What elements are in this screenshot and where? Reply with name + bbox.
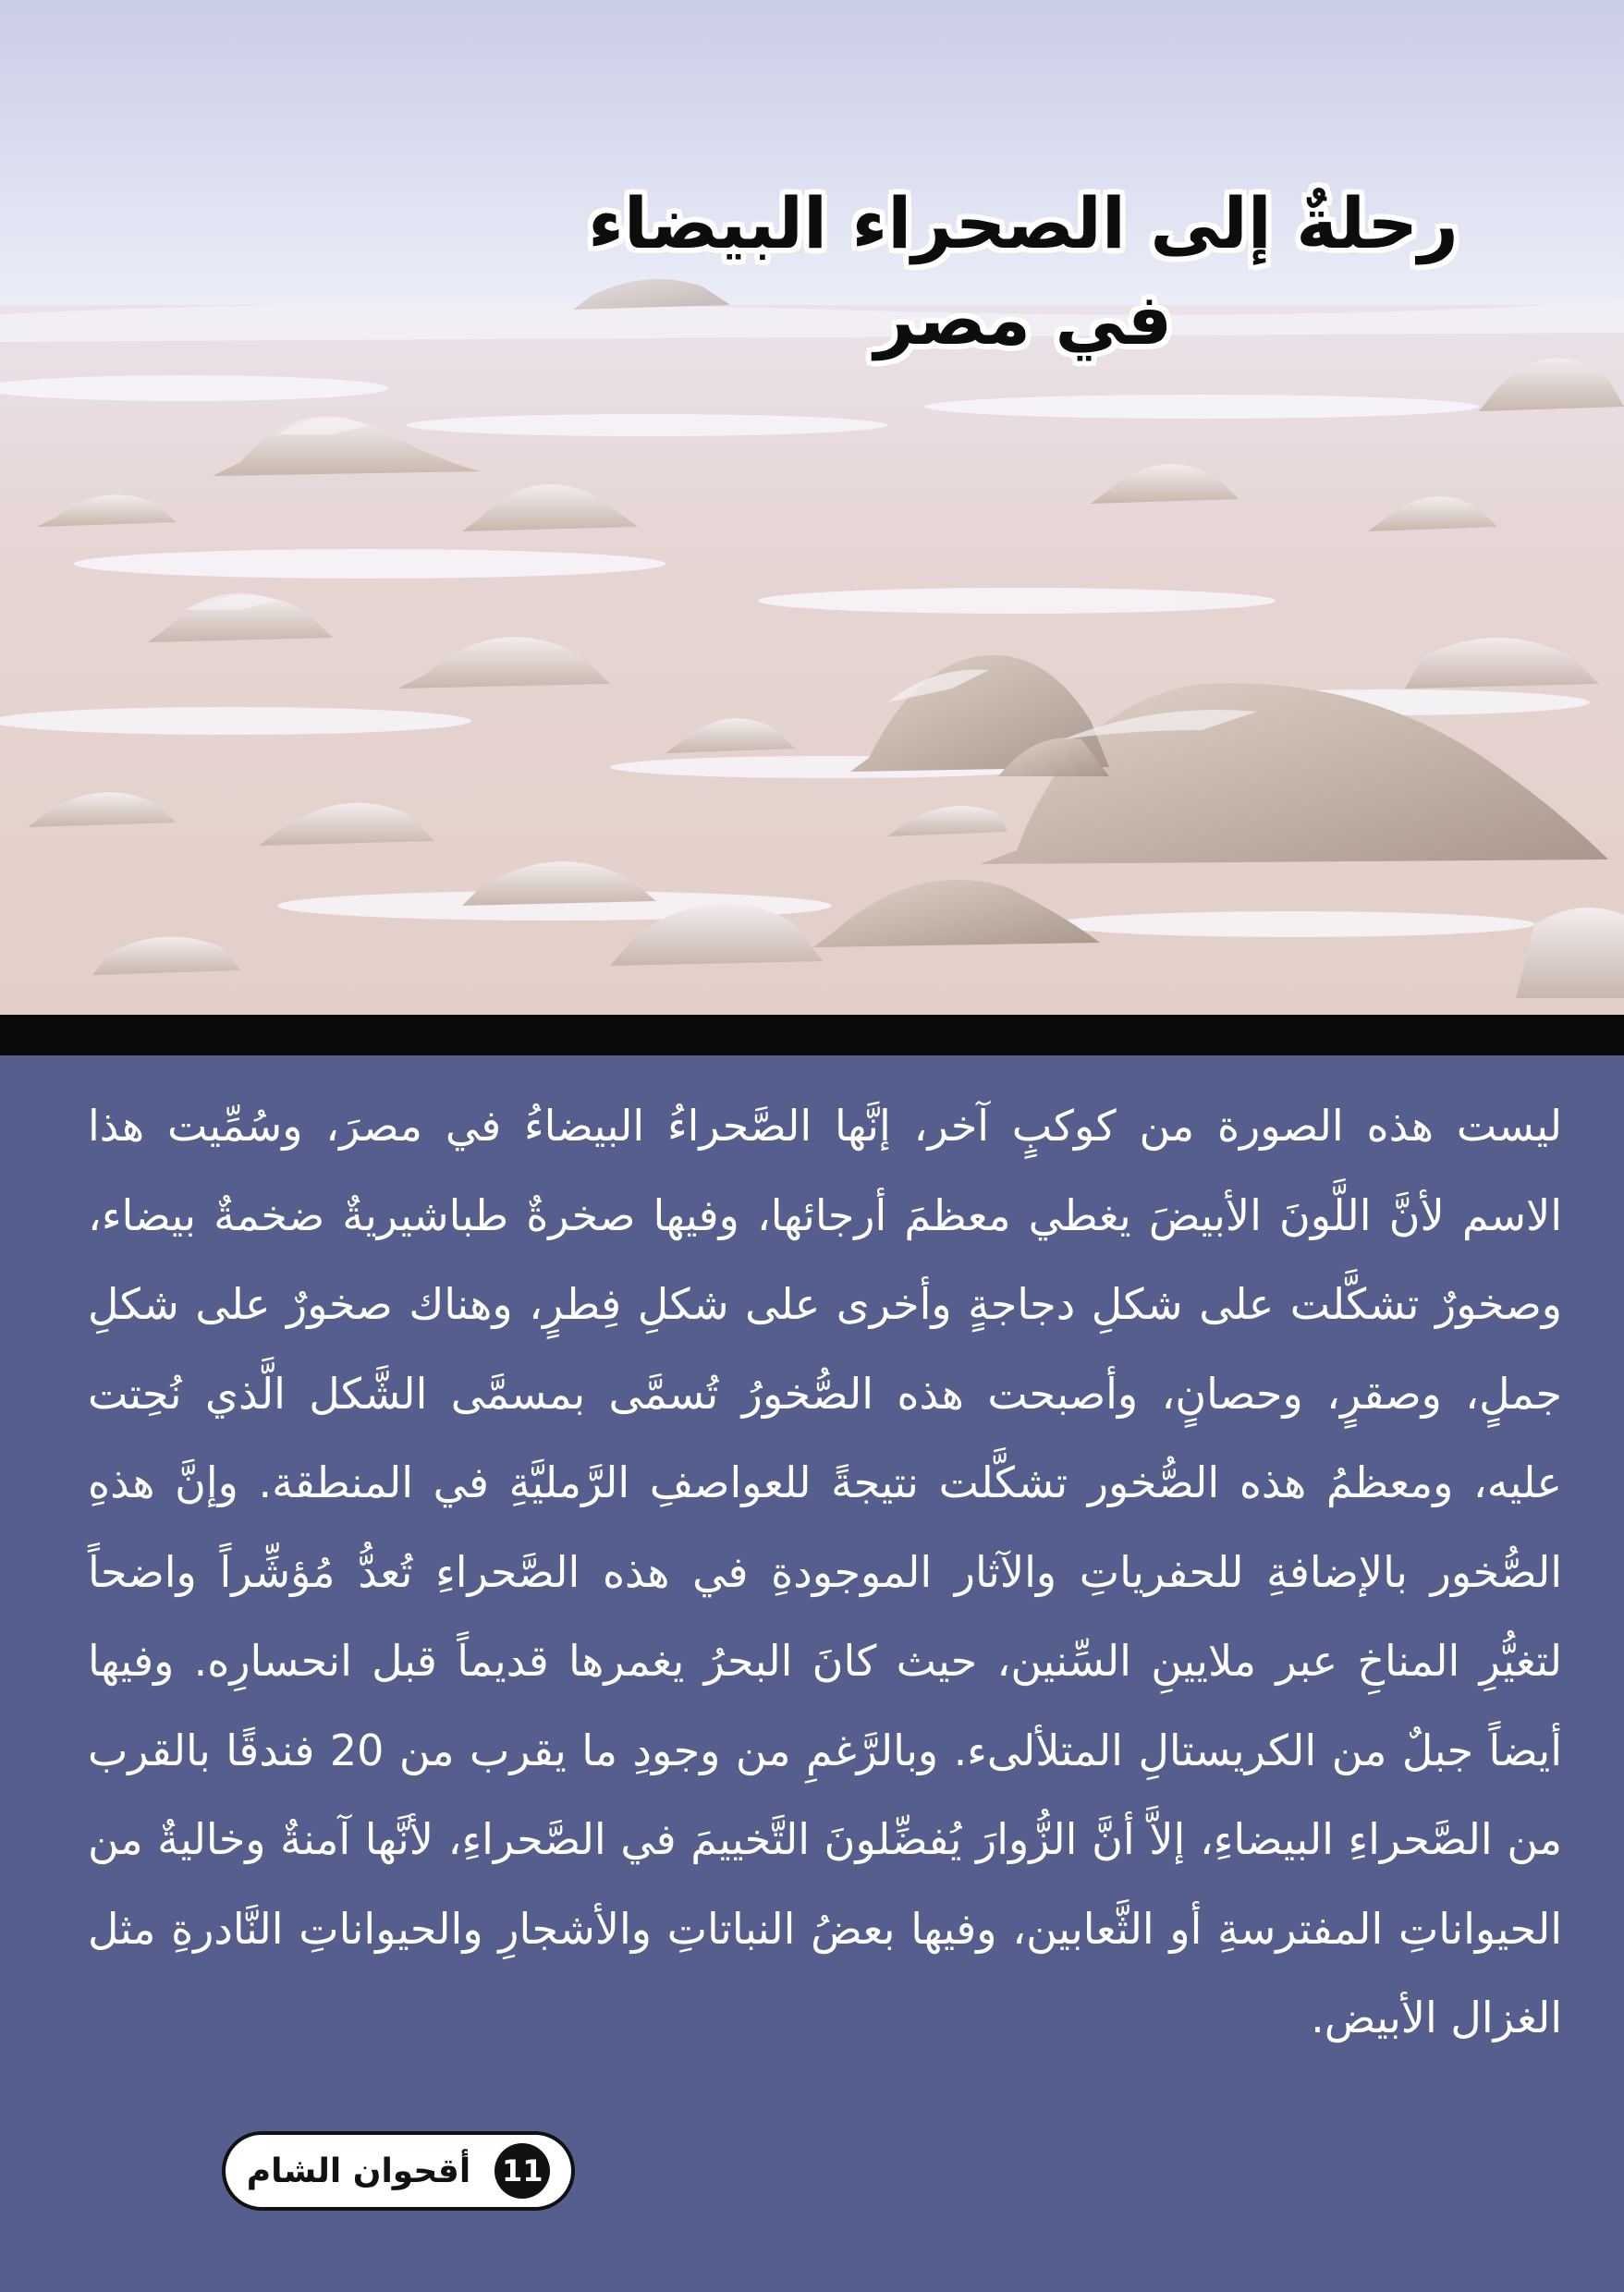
page-footer-badge (222, 2131, 575, 2211)
article-title-line-1: رحلةٌ إلى الصحراء البيضاء (588, 182, 1459, 264)
photo-border-band (0, 1015, 1624, 1055)
article-title-line-2: في مصر (873, 278, 1173, 360)
article-title (561, 176, 1485, 368)
page-number: 11 (495, 2143, 550, 2199)
magazine-name: أقحوان الشام (246, 2152, 471, 2190)
article-body: ليست هذه الصورة من كوكبٍ آخر، إنَّها الصَّحراءُ البيضاءُ في مصرَ، وسُمِّيت هذا الاسم لأنَّ اللَّونَ الأبيضَ يغطي معظمَ أرجائها، وفيها صخرةٌ طباشيريةٌ ضخمةٌ بيضاء، وصخورٌ تشكَّلت على شكلِ دجاجةٍ وأخرى على شكلِ فِطرٍ، وهناك صخورٌ على شكلِ جملٍ، وصقرٍ، وحصانٍ، وأصبحت هذه الصُّخورُ تُسمَّى بمسمَّى الشَّكل الَّذي نُحِتت عليه، ومعظمُ هذه الصُّخور تشكَّلت نتيجةً للعواصفِ الرَّمليَّةِ في المنطقة. وإنَّ هذهِ الصُّخور بالإضافةِ للحفرياتِ والآثار الموجودةِ في هذه الصَّحراءِ تُعدُّ مُؤشِّراً واضحاً لتغيُّرِ المناخِ عبر ملايينِ السِّنين، حيث كانَ البحرُ يغمرها قديماً قبل انحسارِه. وفيها أيضاً جبلٌ من الكريستالِ المتلألىء. وبالرَّغمِ من وجودِ ما يقرب من 20 فندقًا بالقرب من الصَّحراءِ البيضاءِ، إلاَّ أنَّ الزُّوارَ يُفضِّلونَ التَّخييمَ في الصَّحراءِ، لأنَّها آمنةٌ وخاليةٌ من الحيواناتِ المفترسةِ أو الثَّعابين، وفيها بعضُ النباتاتِ والأشجارِ والحيواناتِ النَّادرةِ مثل الغزال الأبيض. (88, 1101, 1562, 2042)
desert-photo (0, 0, 1624, 1015)
white-desert-illustration (0, 0, 1624, 1015)
